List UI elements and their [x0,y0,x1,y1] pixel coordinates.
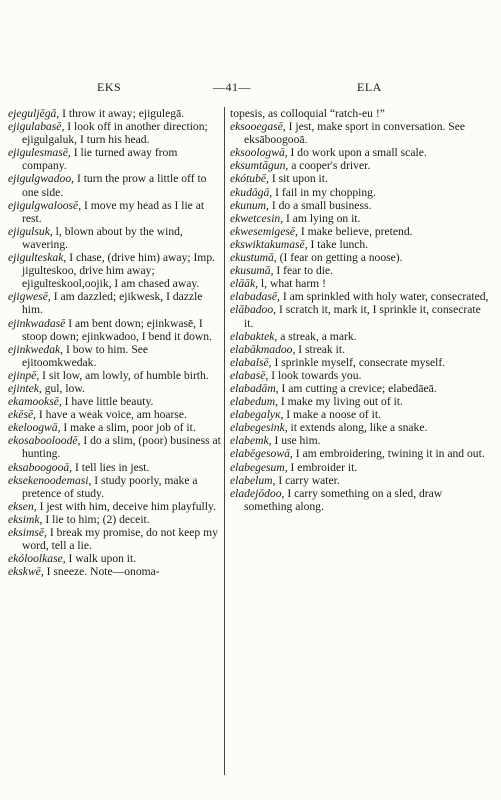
dictionary-entry [8,474,222,500]
entry-headword: elabēgesowā, [230,447,293,461]
entry-definition: I look off in another direction; ejigulgaluk, I turn his head. [22,120,208,147]
entry-headword: ekwesemigesē, [230,224,298,238]
entry-headword: ekamooksē, [8,395,62,409]
dictionary-entry [230,434,492,447]
dictionary-entry [8,500,222,513]
entry-headword: ekustumā, [230,251,277,265]
entry-headword: elabegesink, [230,421,288,435]
entry-definition: I make a noose of it. [286,408,381,422]
dictionary-entry [230,238,492,251]
entry-definition: I take lunch. [310,237,369,251]
dictionary-entry [8,526,222,552]
dictionary-entry [230,408,492,421]
entry-definition: I chase, (drive him) away; Imp. jigulteskoo, drive him away; ejigulteskool,oojik, I am chased away. [22,251,216,291]
dictionary-entry [8,251,222,290]
entry-definition: I make my living out of it. [280,395,403,409]
dictionary-entry [230,356,492,369]
dictionary-entry [8,552,222,565]
entry-headword: elabedum, [230,395,278,409]
dictionary-entry [8,421,222,434]
entry-definition: I sit upon it. [271,172,328,186]
entry-definition: I tell lies in jest. [74,460,150,474]
entry-headword: ekēsē, [8,408,36,422]
dictionary-entry [230,172,492,185]
dictionary-entry [8,107,222,120]
header-left-guide: EKS [97,80,122,94]
entry-definition: I do a slim, (poor) business at hunting. [22,434,221,461]
entry-definition: I sneeze. Note—onoma- [46,565,160,579]
entry-definition: I jest, make sport in conversation. See eksāboogooā. [244,120,466,147]
entry-headword: ejigulsuk, [8,224,53,238]
entry-headword: ejinpē, [8,368,40,382]
entry-headword: eladejōdoo, [230,486,285,500]
entry-headword: elabadasē, [230,290,280,304]
entry-headword: elabegalук, [230,408,284,422]
dictionary-entry [230,303,492,329]
entry-headword: ekwetcesin, [230,211,284,225]
dictionary-entry [230,120,492,146]
dictionary-entry [230,186,492,199]
entry-headword: ejigulteskak, [8,251,67,265]
dictionary-entry [230,264,492,277]
entry-definition: I lie turned away from company. [22,146,178,173]
entry-definition: I have little beauty. [64,395,154,409]
entry-headword: eksaboogooā, [8,460,73,474]
dictionary-entry [8,290,222,316]
entry-headword: ekswiktakumasē, [230,237,308,251]
entry-definition: I am cutting a crevice; elabedāeā. [281,381,437,395]
dictionary-entry [230,461,492,474]
entry-headword: ejigulgwaloosē, [8,198,82,212]
entry-definition: I make believe, pretend. [300,224,413,238]
entry-definition: I fear to die. [276,264,334,278]
entry-definition: it extends along, like a snake. [290,421,428,435]
dictionary-entry [8,565,222,578]
dictionary-entry [230,447,492,460]
dictionary-entry [230,251,492,264]
entry-definition: I move my head as I lie at rest. [22,198,205,225]
dictionary-entry [230,343,492,356]
dictionary-entry [8,120,222,146]
entry-definition: I embroider it. [290,460,358,474]
entry-headword: eksen, [8,499,37,513]
entry-definition: I am lying on it. [286,211,361,225]
entry-definition: a streak, a mark. [280,329,357,343]
dictionary-entry [230,330,492,343]
left-column [8,107,222,578]
entry-definition: I sprinkle myself, consecrate myself. [274,355,446,369]
entry-definition: gul, low. [44,381,85,395]
entry-headword: ekunum, [230,198,269,212]
entry-definition: I have a weak voice, am hoarse. [38,408,187,422]
entry-headword: ejeguljēgā, [8,107,60,120]
entry-headword: ekeloogwā, [8,421,61,435]
dictionary-entry [230,382,492,395]
entry-headword: eksimsē, [8,526,47,539]
entry-headword: ejigulesmasē, [8,146,71,160]
right-column [230,107,492,513]
entry-headword: ejinkwedak, [8,342,64,356]
entry-definition: I throw it away; ejigulegā. [62,107,185,120]
dictionary-entry [230,395,492,408]
entry-headword: ejigulabasē, [8,120,65,134]
entry-definition: I carry water. [278,473,340,487]
dictionary-entry [230,290,492,303]
entry-definition: I look towards you. [271,368,362,382]
entry-headword: eksumtāgun, [230,159,289,173]
entry-headword: ekóloolkase, [8,552,66,566]
dictionary-entry [8,434,222,460]
dictionary-entry [8,146,222,172]
entry-definition: (I fear on getting a noose). [279,251,403,265]
entry-definition: I turn the prow a little off to one side. [22,172,207,199]
entry-definition: a cooper's driver. [291,159,371,173]
entry-definition: I study poorly, make a pretence of study. [22,473,198,500]
entry-headword: ekusumā, [230,264,274,278]
dictionary-entry [230,474,492,487]
entry-headword: ejinkwadasē [8,316,66,330]
entry-headword: ejigwesē, [8,290,51,304]
entry-definition: I fail in my chopping. [275,185,376,199]
dictionary-entry [230,199,492,212]
dictionary-entry [230,107,492,120]
entry-headword: eksekenoodemasi, [8,473,92,487]
entry-headword: ejintek, [8,381,42,395]
entry-headword: eksooegasē, [230,120,286,134]
entry-headword: ekótubē, [230,172,269,186]
entry-definition: I am bent down; ejinkwasē, I stoop down; ejinkwadoo, I bend it down. [22,316,212,343]
dictionary-entry [230,225,492,238]
entry-definition: I break my promise, do not keep my word, tell a lie. [22,526,218,553]
column-divider [224,107,225,775]
entry-headword: elabelum, [230,473,276,487]
dictionary-entry [8,382,222,395]
dictionary-entry [230,421,492,434]
entry-headword: elabegesum, [230,460,288,474]
header-right-guide: ELA [357,80,382,94]
dictionary-entry [230,369,492,382]
entry-definition: I streak it. [298,342,345,356]
entry-definition: I do a small business. [271,198,372,212]
entry-headword: elabadām, [230,381,279,395]
dictionary-entry [8,199,222,225]
dictionary-entry [230,159,492,172]
dictionary-entry [8,172,222,198]
entry-headword: ejigulgwadoo, [8,172,75,186]
entry-headword: elabasē, [230,368,269,382]
entry-definition: I use him. [274,434,321,448]
entry-headword: ekudāgā, [230,185,273,199]
entry-headword: elābadoo, [230,303,277,317]
entry-definition: I scratch it, mark it, I sprinkle it, consecrate it. [244,303,481,330]
entry-definition: I make a slim, poor job of it. [63,421,196,435]
page-header [0,80,501,96]
entry-definition: l, what harm ! [260,277,326,291]
entry-headword: elabākmadoo, [230,342,296,356]
dictionary-entry [8,461,222,474]
entry-definition: topesis, as colloquial “ratch-eu !” [230,107,385,120]
entry-definition: I do work upon a small scale. [290,146,427,160]
entry-headword: eksimk, [8,512,43,526]
entry-definition: I sit low, am lowly, of humble birth. [42,368,209,382]
dictionary-entry [8,408,222,421]
entry-definition: l, blown about by the wind, wavering. [22,224,183,251]
entry-definition: I bow to him. See ejitoomkwedak. [22,342,149,369]
dictionary-entry [8,317,222,343]
entry-definition: I am sprinkled with holy water, consecrated, [282,290,489,304]
entry-headword: ekskwē, [8,565,44,579]
dictionary-entry [8,513,222,526]
entry-headword: eksoologwā, [230,146,288,160]
page-number: —41— [213,80,251,94]
entry-headword: elabaktek, [230,329,278,343]
dictionary-entry [230,212,492,225]
entry-definition: I am embroidering, twining it in and out. [295,447,485,461]
dictionary-entry [8,225,222,251]
entry-definition: I am dazzled; ejikwesk, I dazzle him. [22,290,203,317]
entry-definition: I lie to him; (2) deceit. [45,512,150,526]
dictionary-entry [8,343,222,369]
dictionary-entry [230,487,492,513]
entry-headword: elabemk, [230,434,272,448]
dictionary-entry [8,395,222,408]
dictionary-entry [8,369,222,382]
entry-headword: elāāk, [230,277,259,291]
entry-headword: elabalsē, [230,355,272,369]
entry-definition: I jest with him, deceive him playfully. [39,499,216,513]
entry-definition: I carry something on a sled, draw something along. [244,486,443,513]
dictionary-entry [230,146,492,159]
entry-headword: ekosabooloodē, [8,434,81,448]
dictionary-entry [230,277,492,290]
entry-definition: I walk upon it. [68,552,137,566]
